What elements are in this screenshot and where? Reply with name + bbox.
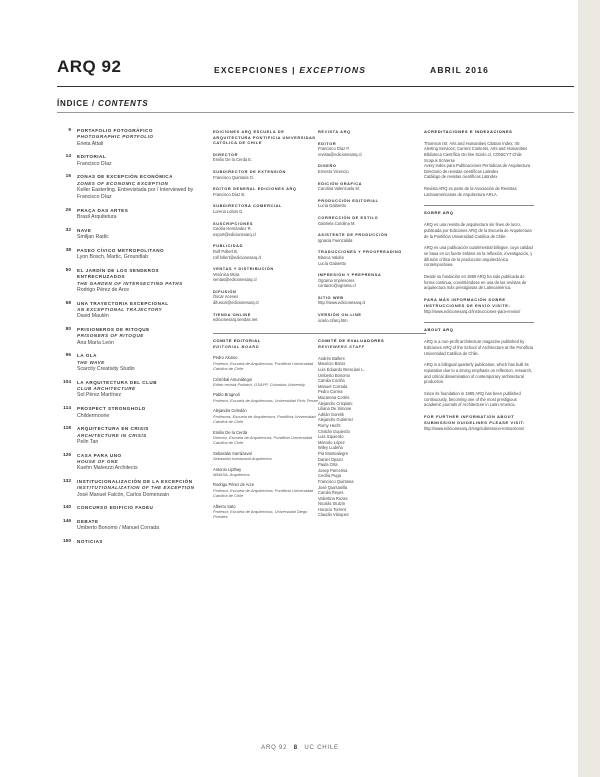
credit-value: Lucía Galaretto <box>318 260 346 266</box>
toc-entry[interactable] <box>57 248 202 261</box>
member-affiliation: Sebastián Irarrázaval Arquitectos <box>213 456 272 462</box>
toc-subtitle: PRISONERS OF RITOQUE <box>77 333 144 339</box>
toc-entry[interactable] <box>57 519 202 532</box>
reviewer-name: Cristián Izquierdo <box>318 428 350 434</box>
toc-page-number: 114 <box>63 406 71 412</box>
credit-value: Lucía Galaretto <box>318 203 346 209</box>
reviewer-name: Macarena Cortés <box>318 395 350 400</box>
committee-title: COMITÉ EDITORIAL <box>213 333 321 344</box>
toc-entry[interactable] <box>57 154 202 167</box>
credit-value: http://www.edicionesarq.cl <box>318 300 366 306</box>
credit-value: Ograma Impresores <box>318 277 355 283</box>
toc-subtitle: ZONES OF ECONOMIC EXCEPTION <box>77 180 169 186</box>
committee-member <box>213 451 321 462</box>
toc-page-number: 32 <box>65 227 71 233</box>
member-name: Rodrigo Pérez de Arce <box>213 482 255 488</box>
reviewer-name: Josep Parcerisa <box>318 467 348 473</box>
toc-author: Brasil Arquitetura <box>77 213 117 220</box>
credit-label: EDITOR <box>318 140 337 146</box>
credit-value: Rolf Pollert B. <box>213 248 239 254</box>
toc-entry[interactable] <box>57 479 202 498</box>
member-affiliation: Editor revista Potlatch, GSAPP, Columbia University <box>213 382 306 388</box>
credit-value: Emilio De la Cerda E. <box>213 157 253 163</box>
member-affiliation: Director, Escuela de Arquitectura, Pontificia Universidad Católica de Chile <box>213 434 313 446</box>
header-rule <box>57 86 574 87</box>
credit-block <box>213 289 321 306</box>
credit-label: IMPRESIÓN Y PREPRENSA <box>318 272 382 278</box>
credit-label: VERSIÓN ON-LINE <box>318 312 362 318</box>
credit-value: Francisco Díaz B. <box>213 191 246 197</box>
credit-label: TIENDA ONLINE <box>213 311 251 317</box>
reviewer-name: Horacio Torrent <box>318 506 346 512</box>
reviewer-name: Romy Hecht <box>318 422 341 428</box>
credit-block <box>318 198 426 209</box>
toc-page-number: 14 <box>65 154 71 160</box>
toc-author: Ana María León <box>77 339 114 346</box>
accreditation-item: Avery Index para Publicaciones Periódicas de Arquitectura <box>424 163 531 169</box>
about-es-title: SOBRE ARQ <box>424 205 534 216</box>
about-en-link[interactable]: http://www.edicionesarq.cl/eng/submission-instructions/ <box>424 425 525 431</box>
credit-value: Blanca Valdés <box>318 254 344 260</box>
accreditation-item: Biblioteca Científica On-line Scielo.cl, CONICYT Chile <box>424 151 522 157</box>
member-name: Sebastián Irarrázaval <box>213 450 252 456</box>
toc-title: CASA PARA UNO <box>77 452 122 458</box>
member-affiliation: Profesor, Escuela de Arquitectura, Pontificia Universidad Católica de Chile <box>213 487 314 499</box>
reviewer-name: Claudio Vásquez <box>318 512 349 518</box>
credit-block <box>213 152 321 163</box>
credit-block <box>213 312 321 323</box>
magazine-title: ARQ 92 <box>57 57 122 76</box>
credit-block <box>318 312 426 323</box>
credit-label: EDICIÓN GRÁFICA <box>318 180 363 186</box>
committee-member <box>213 355 321 371</box>
credit-block <box>213 243 321 260</box>
credits-column-ediciones <box>213 129 321 525</box>
toc-title: PRAÇA DAS ARTES <box>77 207 129 213</box>
credit-value: ventas@edicionesarq.cl <box>213 277 257 283</box>
credit-value: scielo.cl/arq.htm <box>318 317 348 323</box>
toc-entry[interactable] <box>57 228 202 241</box>
member-name: Pablo Brugnoli <box>213 392 240 398</box>
credit-block <box>318 163 426 174</box>
toc-subtitle: AN EXCEPTIONAL TRAJECTORY <box>77 306 163 312</box>
credit-value: Lorena Lobos G. <box>213 208 244 214</box>
credit-value: contacto@ograma.cl <box>318 283 356 289</box>
reviewer-name: Umberto Bonomo <box>318 372 351 378</box>
toc-author: Childermoorie <box>77 412 110 419</box>
member-name: Alberto Sato <box>213 503 236 509</box>
toc-title: EL JARDÍN DE LOS SENDEROS ENTRECRUZADOS <box>77 267 160 280</box>
about-es-paragraph-2: ARQ es una publicación cuatrimestral bilingüe, cuya calidad se basa en un fuerte énfasis en la reflexión, investigación, y difusión crítica de la producción arquitectónica contemporánea. <box>424 245 533 268</box>
toc-title: PORTAFOLIO FOTOGRÁFICO <box>77 128 153 133</box>
toc-page-number: 38 <box>65 247 71 253</box>
credit-label: PUBLICIDAD <box>213 243 243 249</box>
credit-value: Francisco Quintana O. <box>213 174 254 180</box>
toc-page-number: 126 <box>62 452 71 458</box>
table-of-contents <box>57 128 202 552</box>
toc-entry[interactable] <box>57 268 202 294</box>
accreditation-item: Thomson ISI: Arts and Humanities Citation Index; ISI Alerting Services; Current Contents, Arts and Humanities <box>424 140 528 152</box>
member-name: Pedro Alonso <box>213 355 238 361</box>
credit-label: SITIO WEB <box>318 294 344 300</box>
accreditation-note: Revista ARQ es parte de la Asociación de Revistas Latinoamericanas de Arquitectura ARLA. <box>424 185 517 197</box>
toc-title: EDITORIAL <box>77 154 107 160</box>
reviewer-name: Wiley Ludeña <box>318 445 343 451</box>
credit-value: Ignacia Fuenzalida <box>318 237 353 243</box>
accreditation-title: ACREDITACIONES E INDEXACIONES <box>424 129 513 134</box>
reviewer-name: Valentina Rozas <box>318 495 348 501</box>
toc-page-number: 16 <box>65 174 71 180</box>
toc-page-number: 26 <box>65 207 71 213</box>
toc-title: CONCURSO EDIFICIO FADEU <box>77 505 154 511</box>
index-heading-en: CONTENTS <box>98 99 149 108</box>
toc-page-number: 80 <box>65 327 71 333</box>
toc-title: DEBATE <box>77 518 99 524</box>
about-en-paragraph-1: ARQ is a non-profit architecture magazine published by Ediciones ARQ of the School of Architecture at the Pontificia Universidad Católica de Chile. <box>424 339 533 356</box>
index-heading-sep: / <box>91 99 95 108</box>
toc-title: INSTITUCIONALIZACIÓN DE LA EXCEPCIÓN <box>77 479 193 485</box>
credit-value: Ernesto Vicencio <box>318 168 349 174</box>
toc-entry[interactable] <box>57 353 202 372</box>
credit-block <box>318 141 426 158</box>
credit-block <box>318 295 426 306</box>
index-rule <box>57 112 574 113</box>
credit-label: SUBDIRECTORA COMERCIAL <box>213 203 282 209</box>
toc-page-number: 9 <box>68 128 71 133</box>
credit-label: REVISTA ARQ <box>318 129 351 134</box>
toc-entry[interactable] <box>57 380 202 399</box>
toc-subtitle: INSTITUTIONALIZATION OF THE EXCEPTION <box>77 485 195 491</box>
committee-member <box>213 392 321 403</box>
toc-entry[interactable] <box>57 539 202 545</box>
about-es-paragraph-3: Desde su fundación en 1980 ARQ ha sido publicada de forma continua, convirtiéndose en una de las revistas de arquitectura más prestigiosas de Latinoamérica. <box>424 274 527 291</box>
reviewer-name: Liliana De Simone <box>318 406 352 412</box>
footer-issue: ARQ 92 <box>261 745 288 751</box>
toc-title: PASEO CÍVICO METROPOLITANO <box>77 247 165 253</box>
credit-value: Óscar Aceves <box>213 294 239 300</box>
toc-entry[interactable] <box>57 505 202 511</box>
issue-date: ABRIL 2016 <box>430 65 490 75</box>
toc-subtitle: THE GARDEN OF INTERSECTING PATHS <box>77 280 183 286</box>
toc-author: David Maulén <box>77 313 109 320</box>
toc-page-number: 140 <box>62 505 71 511</box>
reviewer-name: Manuel Corrada <box>318 383 348 389</box>
about-es-link[interactable]: http://www.edicionesarq.cl/instrucciones-para-envios/ <box>424 308 521 314</box>
evaluators-title-en: REVIEWERS STAFF <box>318 344 365 350</box>
toc-title: LA OLA <box>77 353 97 359</box>
toc-entry[interactable] <box>57 128 202 147</box>
reviewer-name: Paula Orta <box>318 462 338 468</box>
credit-label: TRADUCCIONES Y PROOFREADING <box>318 249 402 255</box>
toc-author: Francisco Díaz <box>77 160 112 167</box>
toc-entry[interactable] <box>57 453 202 472</box>
toc-author: Kuehn Malvezzi Architects <box>77 465 138 472</box>
toc-title: NAVE <box>77 227 92 233</box>
credit-block <box>213 129 321 146</box>
footer-publisher: UC CHILE <box>304 745 339 751</box>
about-column <box>424 129 534 437</box>
credit-label: DISEÑO <box>318 163 337 169</box>
issue-theme <box>214 65 366 75</box>
reviewer-name: Camila Reyes <box>318 490 344 496</box>
member-name: Emilio De la Cerda <box>213 429 248 435</box>
credit-value: edicionesarq.tiendas.net <box>213 317 258 323</box>
about-en-title: ABOUT ARQ <box>424 322 534 333</box>
page-edge-strip <box>578 0 600 777</box>
toc-author: Erieta Attali <box>77 140 104 147</box>
member-affiliation: Profesor, Escuela de Arquitectura, Universidad Finis Terrae <box>213 397 318 403</box>
reviewer-name: Andrés Ballent <box>318 355 345 361</box>
reviewer-name: Camila Cociña <box>318 378 345 384</box>
reviewer-name: Adrián Gorelik <box>318 411 344 417</box>
about-en-paragraph-2: ARQ is a bilingual quarterly publication, which has built its reputation due to a strong emphasis on reflection, research, and critical dissemination of contemporary architectural production. <box>424 362 533 385</box>
credit-block <box>318 215 426 226</box>
committee-member <box>213 504 321 520</box>
toc-author: Smiljan Radic <box>77 234 109 241</box>
credit-block <box>318 249 426 266</box>
reviewer-name: Daniel Opazo <box>318 456 343 462</box>
credit-block <box>318 232 426 243</box>
member-affiliation: Profesora, Escuela de Arquitectura, Pontificia Universidad Católica de Chile <box>213 413 316 425</box>
toc-title: NOTICIAS <box>77 538 103 544</box>
credit-label: EDICIONES ARQ ESCUELA DE ARQUITECTURA PONTIFICIA UNIVERSIDAD CATÓLICA DE CHILE <box>213 129 316 146</box>
toc-page-number: 50 <box>65 267 71 273</box>
toc-page-number: 68 <box>65 300 71 306</box>
toc-entry[interactable] <box>57 426 202 445</box>
credit-value: Francisco Díaz P. <box>318 146 350 152</box>
credit-value: difusion@edicionesarq.cl <box>213 300 259 306</box>
member-affiliation: Profesor, Escuela de Arquitectura, Universidad Diego Portales <box>213 508 308 520</box>
reviewer-name: Luis Izquierdo <box>318 434 344 440</box>
reviewer-name: Luis Eduardo Bresciani L. <box>318 367 365 373</box>
credit-value: rolf.follert@edicionesarq.cl <box>213 254 262 260</box>
accreditation-item: Catálogo de revistas científicas Latindex <box>424 174 498 180</box>
toc-author: Pelin Tan <box>77 438 99 445</box>
toc-title: ARQUITECTURA EN CRISIS <box>77 426 149 432</box>
credit-value: Gabriela Carolina M. <box>318 220 356 226</box>
member-affiliation: MMASA, Arquitectos <box>213 471 250 477</box>
credit-label: DIRECTOR <box>213 151 239 157</box>
toc-author: Sol Pérez Martínez <box>77 392 122 399</box>
credit-value: Verónica Mora <box>213 271 240 277</box>
credit-block <box>213 203 321 214</box>
credits-column-revista <box>318 129 426 518</box>
credit-block <box>318 272 426 289</box>
reviewer-name: Alejandro Crispiani <box>318 400 353 406</box>
reviewer-name: Pedro Correa <box>318 389 343 395</box>
credit-block <box>213 186 321 197</box>
credit-label: SUSCRIPCIONES <box>213 220 254 226</box>
member-name: Cristóbal Amunátegui <box>213 376 252 382</box>
committee-title-en: EDITORIAL BOARD <box>213 343 260 349</box>
reviewer-name: Alejandro Gutiérrez <box>318 417 354 423</box>
reviewer-name: Nicolás Stutzin <box>318 501 346 507</box>
credit-label: EDITOR GENERAL EDICIONES ARQ <box>213 186 297 192</box>
issue-theme-es: EXCEPCIONES <box>214 65 289 75</box>
toc-title: UNA TRAYECTORIA EXCEPCIONAL <box>77 300 169 306</box>
about-en-instructions: FOR FURTHER INFORMATION ABOUT SUBMISSION GUIDELINES PLEASE VISIT: <box>424 414 526 425</box>
reviewer-name: Pía Montealegre <box>318 450 349 456</box>
index-heading <box>57 99 148 108</box>
credit-value: Cecilia Hernández R. <box>213 226 252 232</box>
credit-value: revista@edicionesarq.cl <box>318 151 362 157</box>
toc-page-number: 150 <box>62 538 71 544</box>
toc-entry[interactable] <box>57 301 202 320</box>
issue-theme-sep: | <box>292 65 296 75</box>
toc-title: ZONAS DE EXCEPCIÓN ECONÓMICA <box>77 174 173 180</box>
toc-entry[interactable] <box>57 406 202 419</box>
toc-page-number: 132 <box>62 479 71 485</box>
reviewer-name: Francisco Quintana <box>318 478 354 484</box>
issue-theme-en: EXCEPTIONS <box>299 65 367 75</box>
index-heading-es: ÍNDICE <box>57 99 89 108</box>
credit-label: CORRECCIÓN DE ESTILO <box>318 214 379 220</box>
credit-block <box>318 129 426 135</box>
toc-subtitle: THE WAVE <box>77 359 105 365</box>
toc-subtitle: CLUB ARCHITECTURE <box>77 386 136 392</box>
toc-page-number: 96 <box>65 353 71 359</box>
toc-entry[interactable] <box>57 208 202 221</box>
toc-author: Scarcity Creativity Studio <box>77 366 135 373</box>
toc-entry[interactable] <box>57 174 202 200</box>
credit-label: ASISTENTE DE PRODUCCIÓN <box>318 232 388 238</box>
about-es-instructions: PARA MÁS INFORMACIÓN SOBRE INSTRUCCIONES DE ENVÍO VISITE: <box>424 297 511 308</box>
credit-value: export@edicionesarq.cl <box>213 231 256 237</box>
toc-subtitle: ARCHITECTURE IN CRISIS <box>77 432 147 438</box>
committee-member <box>213 482 321 498</box>
toc-page-number: 118 <box>63 426 71 432</box>
credit-block <box>213 266 321 283</box>
committee-member <box>213 467 321 478</box>
toc-author: Rodrigo Pérez de Arce <box>77 286 130 293</box>
credit-value: Carolina Valenzuela M. <box>318 186 361 192</box>
reviewer-name: Cecilia Puga <box>318 473 341 479</box>
toc-page-number: 104 <box>62 379 71 385</box>
toc-title: PROSPECT STRONGHOLD <box>77 406 146 412</box>
page-number: 8 <box>293 745 298 751</box>
member-name: Antonio Lipthay <box>213 466 242 472</box>
toc-entry[interactable] <box>57 327 202 346</box>
committee-member <box>213 377 321 388</box>
about-en-paragraph-3: Since its foundation in 1980 ARQ has been published continuously, becoming one of the most prestigious academic journals of Architecture in Latin America. <box>424 391 521 408</box>
committee-member <box>213 408 321 424</box>
member-affiliation: Profesor, Escuela de Arquitectura, Pontificia Universidad Católica de Chile <box>213 360 314 372</box>
credit-label: DIFUSIÓN <box>213 288 237 294</box>
toc-title: LA ARQUITECTURA DEL CLUB <box>77 379 158 385</box>
reviewer-name: Mauricio Baros <box>318 361 346 367</box>
toc-page-number: 146 <box>62 518 71 524</box>
evaluators-title: COMITÉ DE EVALUADORES <box>318 333 426 344</box>
reviewer-name: Marcelo López <box>318 439 345 445</box>
toc-subtitle: HOUSE OF ONE <box>77 458 119 464</box>
page-footer <box>0 745 600 751</box>
credit-label: PRODUCCIÓN EDITORIAL <box>318 197 379 203</box>
toc-author: Lyon Bosch, Martic, Groundlab <box>77 254 149 261</box>
credit-block <box>318 181 426 192</box>
member-name: Alejandra Celedón <box>213 408 247 414</box>
committee-member <box>213 430 321 446</box>
credit-block <box>213 169 321 180</box>
toc-title: PRISIONEROS DE RITOQUE <box>77 327 150 333</box>
credit-block <box>213 221 321 238</box>
toc-author: Keller Easterling. Entrevistada por / Interviewed by Francisco Díaz <box>77 187 194 200</box>
accreditation-item: Scopus SciVerse <box>424 157 455 163</box>
reviewer-name: José Quintanilla <box>318 484 348 490</box>
toc-author: Umberto Bonomo / Manuel Corrada <box>77 525 160 532</box>
credit-label: SUBDIRECTOR DE EXTENSIÓN <box>213 168 286 174</box>
toc-subtitle: PHOTOGRAPHIC PORTFOLIO <box>77 134 154 140</box>
credit-label: VENTAS Y DISTRIBUCIÓN <box>213 266 274 272</box>
about-es-paragraph-1: ARQ es una revista de arquitectura sin fines de lucro, publicada por Ediciones ARQ de la Escuela de Arquitectura de la Pontificia Universidad Católica de Chile. <box>424 222 532 239</box>
accreditation-item: Directorio de revistas científicas Latindex <box>424 168 499 174</box>
toc-author: José Manuel Falcón, Carlos Domenzain <box>77 491 169 498</box>
